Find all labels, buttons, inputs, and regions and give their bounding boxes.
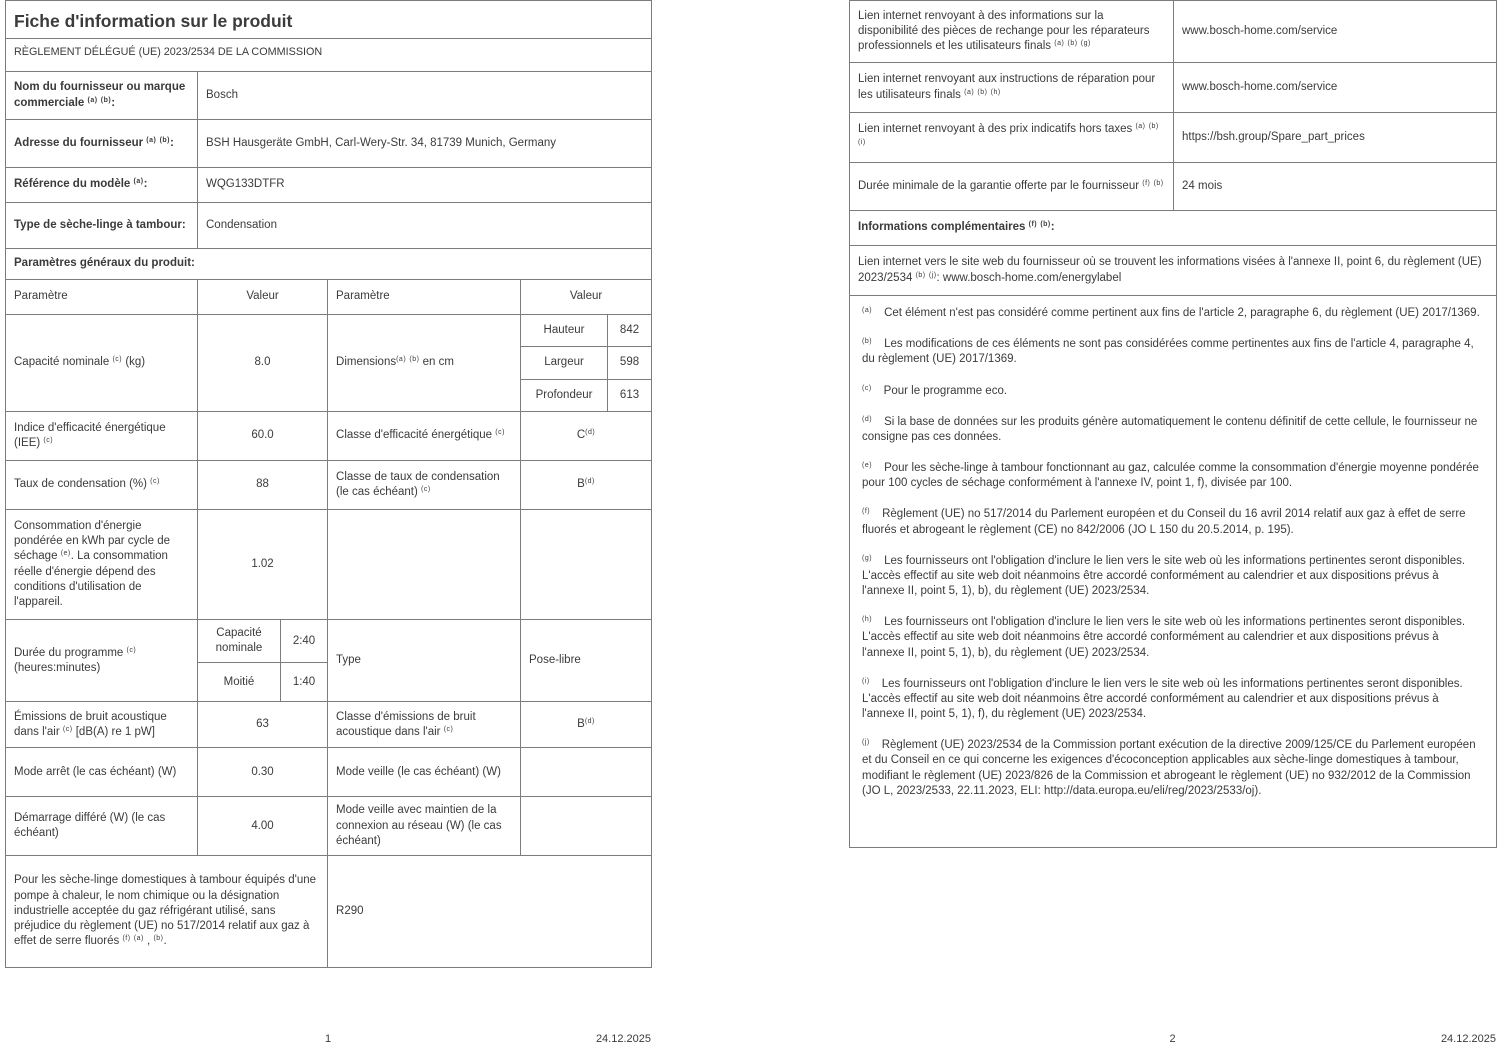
guarantee-label: Durée minimale de la garantie offerte par le fournisseur $^{(f)}$ $^{(b)}$ bbox=[850, 163, 1174, 211]
page-2-footer bbox=[849, 1033, 1496, 1049]
dimensions-label: Dimensions$^{(a)}$ $^{(b)}$ en cm bbox=[328, 315, 521, 412]
condensation-class-value: $B^{(d)}$ bbox=[521, 461, 652, 510]
additional-info-header: Informations complémentaires $^{(f)}$ $^{(b)}$: bbox=[850, 211, 1497, 246]
indicative-prices-link-label: Lien internet renvoyant à des prix indicatifs hors taxes $^{(a)}$ $^{(b)}$ $^{(i)}$ bbox=[850, 113, 1174, 163]
product-fiche-page-1 bbox=[5, 0, 651, 968]
footnote-c-text: Pour le programme eco. bbox=[883, 384, 1008, 397]
eei-row bbox=[6, 412, 652, 461]
refrigerant-row bbox=[6, 855, 652, 967]
indicative-prices-link-row bbox=[850, 113, 1497, 163]
refrigerant-label: Pour les sèche-linge domestiques à tambour équipés d'une pompe à chaleur, le nom chimique ou la désignation industrielle acceptée du gaz réfrigérant utilisé, sans préjudice du règlement (UE) no 517/2014 relatif aux gaz à effet de serre fluorés $^{(f)}$ $^{(a)}$ , $^{(b)}$. bbox=[6, 855, 328, 967]
col-header-value-1: Valeur bbox=[198, 280, 328, 315]
supplier-website-text: Lien internet vers le site web du fournisseur où se trouvent les informations visées à l'annexe II, point 6, du règlement (UE) 2023/2534 $^{(b)}$ $^{(j)}$: www.bosch-home.com/energylabel bbox=[850, 246, 1497, 296]
footnote-i-mark: (i) bbox=[862, 677, 870, 685]
footnote-j-text: Règlement (UE) 2023/2534 de la Commission portant exécution de la directive 2009/125/CE du Parlement européen et du Conseil en ce qui concerne les exigences d'écoconception applicables aux sèche-linge domestiques à tambour, modifiant le règlement (UE) 2023/826 de la Commission et abrogeant le règlement (UE) no 932/2012 de la Commission (JO L, 2023/2533, 22.11.2023, ELI: http://data.europa.eu/eli/reg/2023/2533/oj). bbox=[862, 739, 1476, 797]
page-title: Fiche d'information sur le produit bbox=[6, 1, 652, 39]
footnote-h bbox=[862, 615, 1484, 661]
dimension-width-label: Largeur bbox=[521, 347, 608, 380]
repair-instructions-link-url[interactable]: www.bosch-home.com/service bbox=[1174, 63, 1497, 113]
duration-half-value: 1:40 bbox=[281, 663, 328, 702]
footnote-b-mark: (b) bbox=[862, 338, 873, 346]
eei-label: Indice d'efficacité énergétique (IEE) $^{(c)}$ bbox=[6, 412, 198, 461]
guarantee-value: 24 mois bbox=[1174, 163, 1497, 211]
duration-rated-label: Capacité nominale bbox=[198, 620, 281, 663]
footnote-a-mark: (a) bbox=[862, 307, 873, 314]
delayed-start-value: 4.00 bbox=[198, 797, 328, 856]
type-label: Type bbox=[328, 620, 521, 702]
supplier-name-value: Bosch bbox=[198, 72, 652, 120]
page-2-number: 2 bbox=[1169, 1033, 1176, 1045]
guarantee-row bbox=[850, 163, 1497, 211]
footnote-g bbox=[862, 554, 1484, 600]
noise-class-value: $B^{(d)}$ bbox=[521, 702, 652, 748]
footnote-i-text: Les fournisseurs ont l'obligation d'inclure le lien vers le site web où les informations pertinentes seront disponibles. L'accès effectif au site web doit néanmoins être accordé conformément au calendrier et aux dispositions prévus à l'annexe II, point 5, 1), f), du règlement (UE) 2023/2534. bbox=[862, 677, 1463, 721]
page-1-date: 24.12.2025 bbox=[595, 1033, 651, 1045]
footnote-e bbox=[862, 461, 1484, 491]
noise-value: 63 bbox=[198, 702, 328, 748]
delayed-start-row bbox=[6, 797, 652, 856]
supplier-address-value: BSH Hausgeräte GmbH, Carl-Wery-Str. 34, 81739 Munich, Germany bbox=[198, 120, 652, 168]
program-duration-row bbox=[6, 620, 652, 663]
dryer-type-value: Condensation bbox=[198, 203, 652, 249]
capacity-dimensions-row bbox=[6, 315, 652, 347]
supplier-website-row bbox=[850, 246, 1497, 296]
regulation-subtitle: RÈGLEMENT DÉLÉGUÉ (UE) 2023/2534 DE LA COMMISSION bbox=[6, 39, 652, 72]
dimension-height-value: 842 bbox=[608, 315, 652, 347]
footnotes-row bbox=[850, 296, 1497, 848]
col-header-parameter-1: Paramètre bbox=[6, 280, 198, 315]
condensation-rate-value: 88 bbox=[198, 461, 328, 510]
empty-cell bbox=[328, 510, 521, 620]
condensation-row bbox=[6, 461, 652, 510]
footnote-b bbox=[862, 337, 1484, 367]
noise-label: Émissions de bruit acoustique dans l'air $^{(c)}$ [dB(A) re 1 pW] bbox=[6, 702, 198, 748]
energy-consumption-row bbox=[6, 510, 652, 620]
empty-cell bbox=[521, 510, 652, 620]
energy-class-label: Classe d'efficacité énergétique $^{(c)}$ bbox=[328, 412, 521, 461]
additional-info-header-row bbox=[850, 211, 1497, 246]
type-value: Pose-libre bbox=[521, 620, 652, 702]
footnote-c-mark: (c) bbox=[862, 384, 872, 392]
energy-class-value: $C^{(d)}$ bbox=[521, 412, 652, 461]
col-header-parameter-2: Paramètre bbox=[328, 280, 521, 315]
footnote-g-text: Les fournisseurs ont l'obligation d'inclure le lien vers le site web où les informations pertinentes seront disponibles. L'accès effectif au site web doit néanmoins être accordé conformément au calendrier et aux dispositions prévus à l'annexe II, point 5, 1), b), du règlement (UE) 2023/2534. bbox=[862, 554, 1466, 598]
page-2-date: 24.12.2025 bbox=[1440, 1033, 1496, 1045]
condensation-class-label: Classe de taux de condensation (le cas échéant) $^{(c)}$ bbox=[328, 461, 521, 510]
model-reference-value: WQG133DTFR bbox=[198, 168, 652, 203]
supplier-name-label: Nom du fournisseur ou marque commerciale $^{(a)}$ $^{(b)}$: bbox=[6, 72, 198, 120]
footnote-e-mark: (e) bbox=[862, 462, 873, 470]
parameters-header-row bbox=[6, 280, 652, 315]
footnote-e-text: Pour les sèche-linge à tambour fonctionnant au gaz, calculée comme la consommation d'énergie moyenne pondérée pour 100 cycles de séchage conformément à l'annexe IV, point 1, f), divisée par 100. bbox=[862, 462, 1479, 490]
footnote-d-mark: (d) bbox=[862, 415, 873, 423]
footnote-j-mark: (j) bbox=[862, 739, 870, 747]
off-mode-row bbox=[6, 748, 652, 797]
duration-rated-value: 2:40 bbox=[281, 620, 328, 663]
indicative-prices-link-url[interactable]: https://bsh.group/Spare_part_prices bbox=[1174, 113, 1497, 163]
footnote-c bbox=[862, 384, 1484, 399]
spare-parts-link-label: Lien internet renvoyant à des informations sur la disponibilité des pièces de rechange pour les réparateurs professionnels et les utilisateurs finals $^{(a)}$ $^{(b)}$ $^{(g)}$ bbox=[850, 1, 1174, 63]
spare-parts-link-row bbox=[850, 1, 1497, 63]
footnote-h-mark: (h) bbox=[862, 616, 873, 624]
footnote-d bbox=[862, 415, 1484, 445]
off-mode-label: Mode arrêt (le cas échéant) (W) bbox=[6, 748, 198, 797]
parameters-table bbox=[5, 279, 652, 968]
spare-parts-link-url[interactable]: www.bosch-home.com/service bbox=[1174, 1, 1497, 63]
program-duration-label: Durée du programme $^{(c)}$ (heures:minutes) bbox=[6, 620, 198, 702]
footnote-i bbox=[862, 677, 1484, 723]
networked-standby-value bbox=[521, 797, 652, 856]
footnote-g-mark: (g) bbox=[862, 554, 873, 562]
footnotes-cell bbox=[850, 296, 1497, 848]
footnote-d-text: Si la base de données sur les produits génère automatiquement le contenu définitif de cette cellule, le fournisseur ne consigne pas ces données. bbox=[862, 415, 1478, 443]
delayed-start-label: Démarrage différé (W) (le cas échéant) bbox=[6, 797, 198, 856]
eei-value: 60.0 bbox=[198, 412, 328, 461]
model-reference-label: Référence du modèle $^{(a)}$: bbox=[6, 168, 198, 203]
page-1-number: 1 bbox=[324, 1033, 332, 1045]
refrigerant-value: R290 bbox=[328, 855, 652, 967]
condensation-rate-label: Taux de condensation (%) $^{(c)}$ bbox=[6, 461, 198, 510]
energy-consumption-value: 1.02 bbox=[198, 510, 328, 620]
col-header-value-2: Valeur bbox=[521, 280, 652, 315]
footnote-h-text: Les fournisseurs ont l'obligation d'inclure le lien vers le site web où les informations pertinentes seront disponibles. L'accès effectif au site web doit néanmoins être accordé conformément au calendrier et aux dispositions prévus à l'annexe II, point 5, 1), b), du règlement (UE) 2023/2534. bbox=[862, 616, 1466, 659]
energy-consumption-label: Consommation d'énergie pondérée en kWh par cycle de séchage $^{(e)}$. La consommation réelle d'énergie dépend des conditions d'utilisation de l'appareil. bbox=[6, 510, 198, 620]
repair-instructions-link-row bbox=[850, 63, 1497, 113]
footnote-f bbox=[862, 507, 1484, 537]
footnote-f-text: Règlement (UE) no 517/2014 du Parlement européen et du Conseil du 16 avril 2014 relatif aux gaz à effet de serre fluorés et abrogeant le règlement (CE) no 842/2006 (JO L 150 du 20.5.2014, p. 195). bbox=[862, 508, 1466, 536]
footnote-j bbox=[862, 738, 1484, 799]
standby-mode-label: Mode veille (le cas échéant) (W) bbox=[328, 748, 521, 797]
dryer-type-label: Type de sèche-linge à tambour: bbox=[6, 203, 198, 249]
duration-half-label: Moitié bbox=[198, 663, 281, 702]
general-parameters-header: Paramètres généraux du produit: bbox=[6, 249, 652, 280]
footnote-f-mark: (f) bbox=[862, 508, 871, 516]
footnote-a bbox=[862, 306, 1484, 321]
supplier-address-label: Adresse du fournisseur $^{(a)}$ $^{(b)}$: bbox=[6, 120, 198, 168]
dimension-width-value: 598 bbox=[608, 347, 652, 380]
capacity-label: Capacité nominale $^{(c)}$ (kg) bbox=[6, 315, 198, 412]
dimension-height-label: Hauteur bbox=[521, 315, 608, 347]
off-mode-value: 0.30 bbox=[198, 748, 328, 797]
page-1-footer bbox=[5, 1033, 651, 1049]
repair-instructions-link-label: Lien internet renvoyant aux instructions de réparation pour les utilisateurs finals $^{(a)}$ $^{(b)}$ $^{(h)}$ bbox=[850, 63, 1174, 113]
noise-class-label: Classe d'émissions de bruit acoustique dans l'air $^{(c)}$ bbox=[328, 702, 521, 748]
product-fiche-page-2 bbox=[849, 0, 1496, 848]
footnote-b-text: Les modifications de ces éléments ne sont pas considérées comme pertinentes aux fins de l'article 4, paragraphe 4, du règlement (UE) 2017/1369. bbox=[862, 338, 1474, 366]
footnote-a-text: Cet élément n'est pas considéré comme pertinent aux fins de l'article 2, paragraphe 6, du règlement (UE) 2017/1369. bbox=[884, 307, 1480, 319]
networked-standby-label: Mode veille avec maintien de la connexion au réseau (W) (le cas échéant) bbox=[328, 797, 521, 856]
dimension-depth-label: Profondeur bbox=[521, 380, 608, 412]
standby-mode-value bbox=[521, 748, 652, 797]
noise-row bbox=[6, 702, 652, 748]
dimension-depth-value: 613 bbox=[608, 380, 652, 412]
product-info-table bbox=[5, 0, 652, 280]
links-and-notes-table bbox=[849, 0, 1497, 848]
capacity-value: 8.0 bbox=[198, 315, 328, 412]
